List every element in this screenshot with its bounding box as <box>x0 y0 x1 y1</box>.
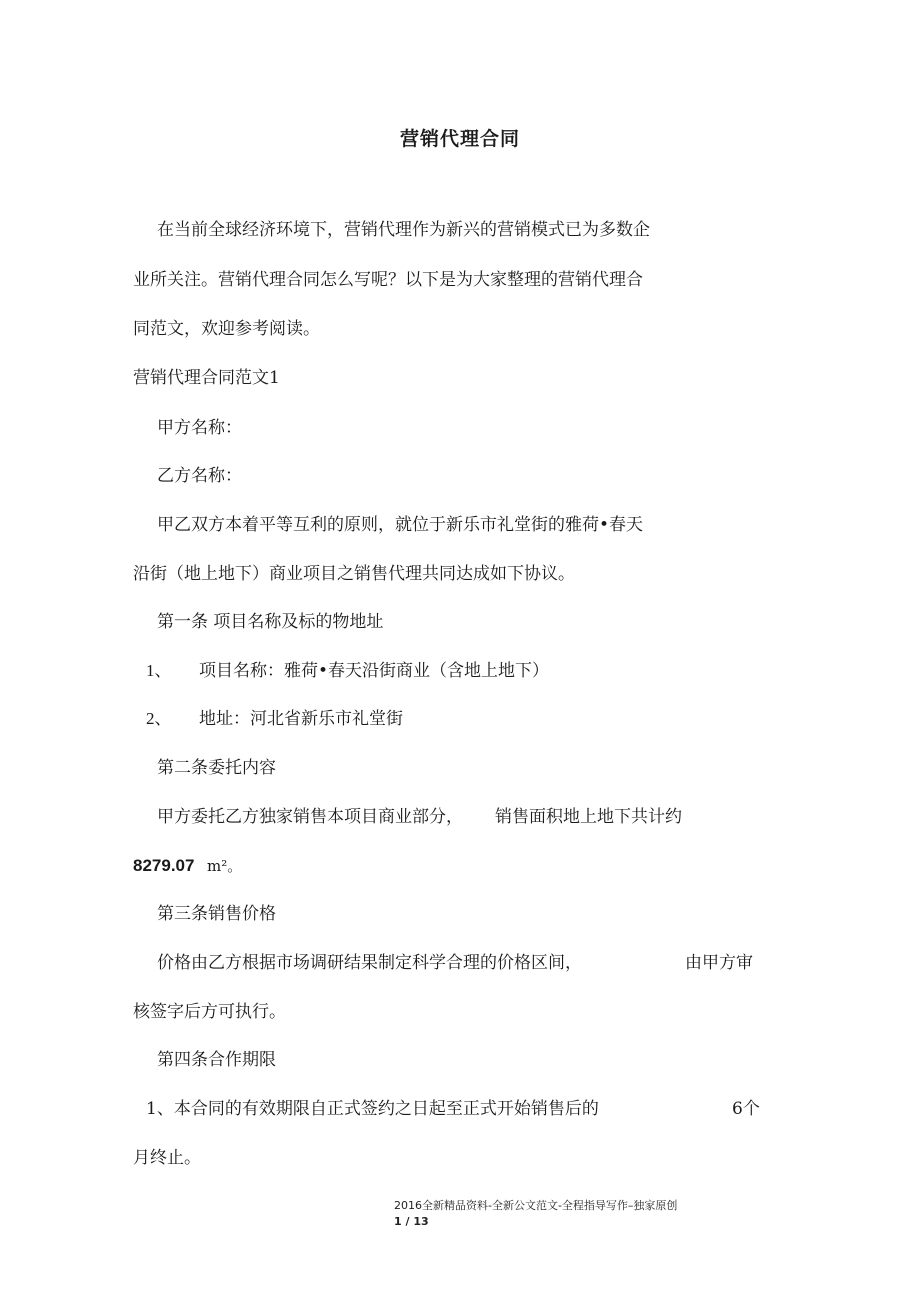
article1-item-1-text: 项目名称：雅荷•春天沿街商业（含地上地下） <box>199 661 550 681</box>
preamble-line-2: 沿街（地上地下）商业项目之销售代理共同达成如下协议。 <box>133 564 575 584</box>
article4-heading: 第四条合作期限 <box>157 1050 276 1070</box>
article1-item-1-number: 1、 <box>146 661 172 680</box>
intro-line-1: 在当前全球经济环境下，营销代理作为新兴的营销模式已为多数企 <box>157 220 650 240</box>
article4-line-2: 月终止。 <box>133 1148 201 1168</box>
intro-line-3: 同范文，欢迎参考阅读。 <box>133 319 320 339</box>
document-title: 营销代理合同 <box>399 128 520 150</box>
article2-area-value: 8279.07 <box>133 856 195 875</box>
article1-item-2-text: 地址：河北省新乐市礼堂街 <box>199 709 403 729</box>
article2-line-1b: 销售面积地上地下共计约 <box>495 807 682 827</box>
article3-line-1a: 价格由乙方根据市场调研结果制定科学合理的价格区间， <box>157 953 582 973</box>
page-number: 1 / 13 <box>394 1215 429 1228</box>
article2-area-unit: m²。 <box>207 857 243 875</box>
sample-heading: 营销代理合同范文1 <box>133 368 280 388</box>
footer-tagline: 2016全新精品资料-全新公文范文-全程指导写作–独家原创 <box>394 1199 678 1212</box>
article2-line-1a: 甲方委托乙方独家销售本项目商业部分， <box>157 807 463 827</box>
preamble-line-1: 甲乙双方本着平等互利的原则，就位于新乐市礼堂街的雅荷•春天 <box>157 515 644 535</box>
article3-line-1b: 由甲方审 <box>685 953 753 973</box>
article1-item-2-number: 2、 <box>146 709 172 728</box>
article2-heading: 第二条委托内容 <box>157 758 276 778</box>
party-a-label: 甲方名称： <box>157 418 242 438</box>
intro-line-2: 业所关注。营销代理合同怎么写呢？以下是为大家整理的营销代理合 <box>133 270 643 290</box>
party-b-label: 乙方名称： <box>157 466 242 486</box>
article3-line-2: 核签字后方可执行。 <box>133 1002 286 1022</box>
article4-line-1b: 6个 <box>732 1099 760 1119</box>
article4-line-1a: 1、本合同的有效期限自正式签约之日起至正式开始销售后的 <box>146 1099 599 1119</box>
article1-heading: 第一条 项目名称及标的物地址 <box>157 612 384 632</box>
article3-heading: 第三条销售价格 <box>157 904 276 924</box>
